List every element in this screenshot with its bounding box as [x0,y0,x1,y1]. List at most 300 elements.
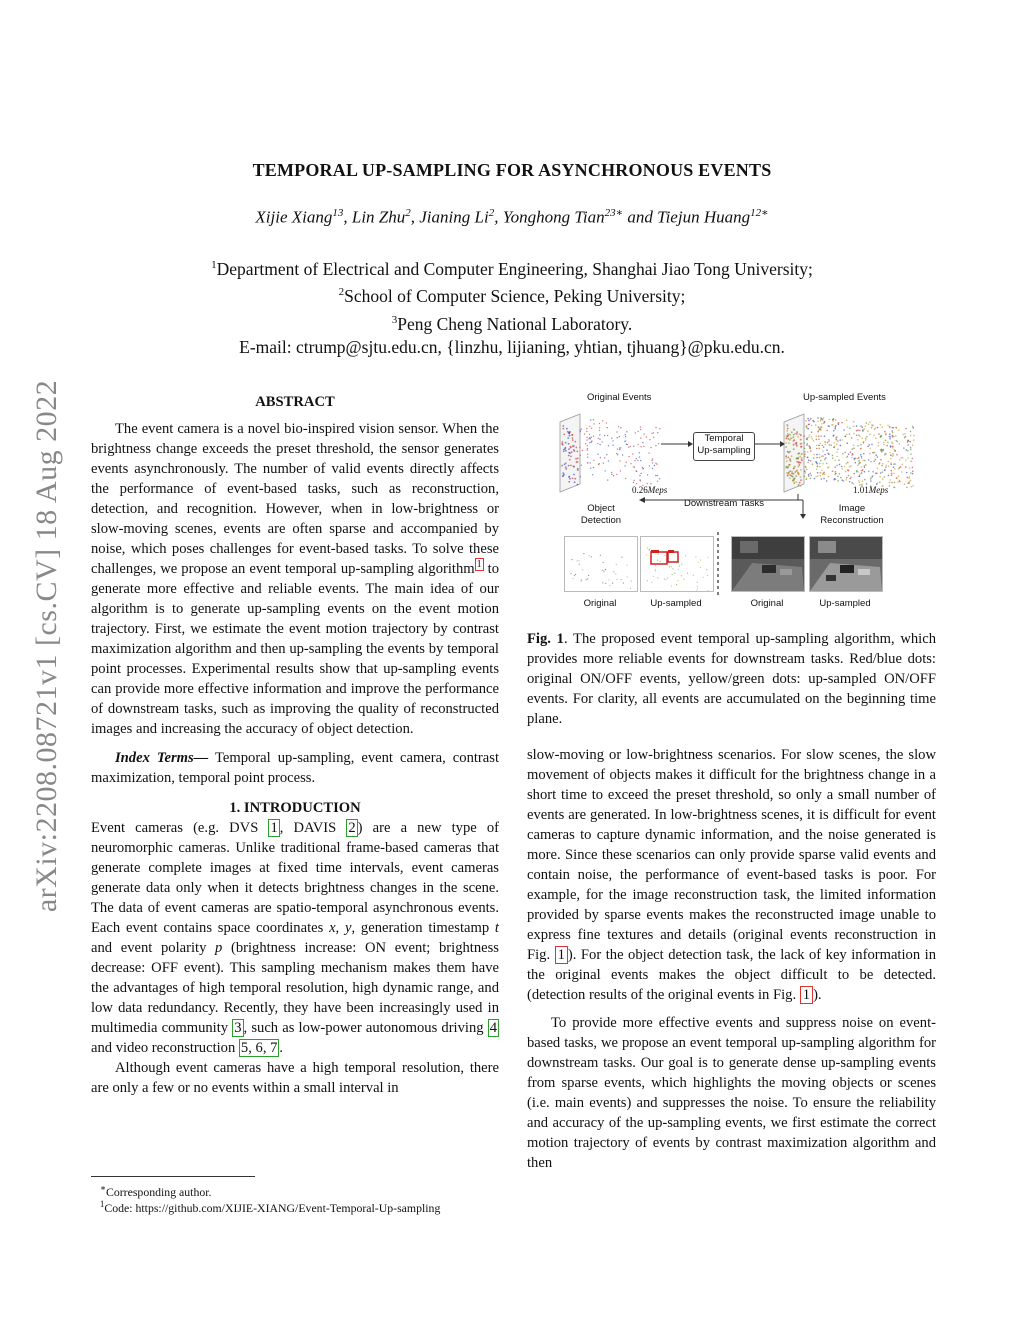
downstream-arrow-right [800,514,806,519]
event-dot [837,480,839,482]
event-dot [867,431,869,433]
event-dot [808,475,810,477]
citation-link[interactable]: 5, 6, 7 [240,1040,278,1056]
event-dot [785,442,787,444]
event-dot [894,450,896,452]
event-dot [862,460,864,462]
right-paragraph-1: slow-moving or low-brightness scenarios. For slow scenes, the slow movement of objects makes it difficult for the brightness change in a short time to exceed the preset threshold, so only a small number of events are generated. In low-brightness scenes, it is difficult for event cameras to capture dynamic information, and the noise generated is more. Since these scenarios can only provide sparse valid events and contain noise, the performance of event-based tasks is poor. For example, for the image reconstruction task, the limited information provided by sparse events makes the reconstructed image unable to express fine textures and details (original events reconstruction in Fig. 1 ). For the object detection task, the lack of key information in the original events makes the object difficult to be detected. (detection results of the original events in Fig. 1 ). [527,747,936,1003]
event-dot [665,579,666,580]
event-dot [875,472,877,474]
event-dot [813,457,815,459]
event-dot [889,426,891,428]
event-dot [640,460,641,461]
event-dot [625,434,626,435]
event-dot [853,447,855,449]
event-dot [657,560,658,561]
event-dot [621,579,622,580]
event-dot [585,443,586,444]
event-dot [626,444,627,445]
event-dot [821,456,823,458]
event-dot [877,456,879,458]
event-dot [851,457,853,459]
author-affiliation-mark: 12∗ [750,207,769,219]
event-dot [617,448,618,449]
event-dot [891,482,893,484]
event-dot [796,431,798,433]
event-dot [825,457,827,459]
event-dot [858,461,860,463]
event-dot [568,465,570,467]
event-dot [908,477,910,479]
event-dot [794,482,796,484]
event-dot [608,445,609,446]
event-dot [890,446,892,448]
event-dot [889,438,891,440]
event-dot [683,579,684,580]
event-dot [832,457,834,459]
citation-link[interactable]: 3 [234,1020,242,1036]
detection-box-1 [651,552,667,564]
upsampled-event-cloud [785,417,915,488]
event-dot [676,562,677,563]
event-dot [850,476,852,478]
event-dot [832,420,834,422]
event-dot [589,437,590,438]
event-dot [597,454,598,455]
event-dot [796,457,798,459]
event-dot [886,465,888,467]
event-dot [846,457,848,459]
event-dot [895,435,897,437]
event-dot [565,466,567,468]
event-dot [805,420,807,422]
event-dot [589,426,590,427]
event-dot [787,438,789,440]
event-dot [602,570,603,571]
event-dot [703,577,704,578]
event-dot [608,460,609,461]
event-dot [840,445,842,447]
event-dot [799,433,801,435]
event-dot [599,444,600,445]
event-dot [651,460,652,461]
event-dot [636,471,637,472]
event-dot [574,575,575,576]
event-dot [586,579,587,580]
event-dot [785,466,787,468]
event-dot [811,425,813,427]
math-inline: p [215,940,223,956]
event-dot [832,455,834,457]
event-dot [806,438,808,440]
event-dot [789,439,791,441]
event-dot [608,579,609,580]
event-dot [815,436,817,438]
event-dot [640,437,641,438]
event-dot [591,428,592,429]
reconstruction-original-image [732,537,804,591]
event-dot [789,458,791,460]
event-dot [642,467,643,468]
event-dot [657,577,658,578]
event-dot [800,479,802,481]
event-dot [793,467,795,469]
event-dot [566,428,568,430]
event-dot [785,446,787,448]
event-dot [836,439,838,441]
event-dot [898,468,900,470]
event-dot [672,574,673,575]
event-dot [634,467,635,468]
event-dot [789,474,791,476]
event-dot [574,481,576,483]
event-dot [613,571,614,572]
event-dot [819,457,821,459]
footnote-ref[interactable]: 1 [476,559,482,571]
event-dot [652,462,653,463]
event-dot [813,421,815,423]
event-dot [847,462,849,464]
event-dot [625,478,626,479]
event-dot [909,467,911,469]
event-dot [869,444,871,446]
event-dot [820,443,822,445]
event-dot [565,442,567,444]
event-dot [905,466,907,468]
event-dot [649,465,650,466]
event-dot [806,469,808,471]
event-dot [836,444,838,446]
event-dot [893,466,895,468]
event-dot [909,481,911,483]
thumb-detection-original [564,536,638,592]
event-dot [892,447,894,449]
event-dot [599,439,600,440]
intro-heading: 1. INTRODUCTION [229,800,361,816]
event-dot [839,473,841,475]
event-dot [649,550,650,551]
event-dot [658,443,659,444]
event-dot [804,448,806,450]
event-dot [912,458,914,460]
event-dot [883,444,885,446]
event-dot [821,478,823,480]
event-dot [841,422,843,424]
event-dot [822,463,824,465]
event-dot [606,454,607,455]
event-dot [580,430,581,431]
event-dot [653,576,654,577]
event-dot [896,477,898,479]
event-dot [810,419,812,421]
event-dot [880,436,882,438]
event-dot [890,454,892,456]
event-dot [874,452,876,454]
affiliation-2: $^2$School of Computer Science, Peking University; [338,286,686,307]
event-dot [860,448,862,450]
event-dot [889,436,891,438]
event-dot [697,582,698,583]
event-dot [639,475,640,476]
event-dot [633,466,634,467]
event-dot [562,428,564,430]
event-dot [573,449,575,451]
event-dot [875,438,877,440]
event-dot [809,434,811,436]
event-dot [855,462,857,464]
event-dot [575,447,577,449]
detection-original-events [565,537,637,591]
author-name: Xijie Xiang [255,207,333,227]
event-dot [877,482,879,484]
event-dot [605,569,606,570]
event-dot [875,459,877,461]
event-dot [605,470,606,471]
event-dot [572,437,574,439]
event-dot [853,444,855,446]
figure-1 [548,386,918,618]
event-dot [795,481,797,483]
event-dot [592,474,593,475]
arxiv-id: arXiv:2208.08721v1 [cs.CV] 18 Aug 2022 [30,379,63,913]
event-dot [813,440,815,442]
event-dot [569,459,571,461]
event-dot [573,465,575,467]
event-dot [891,473,893,475]
footnote-corresponding: ∗Corresponding author. [99,1183,212,1199]
event-dot [835,471,837,473]
event-dot [611,472,612,473]
event-dot [859,436,861,438]
event-dot [565,450,567,452]
event-dot [623,582,624,583]
event-dot [851,448,853,450]
event-dot [801,458,803,460]
event-dot [885,433,887,435]
event-dot [869,421,871,423]
event-dot [883,442,885,444]
event-dot [581,579,582,580]
event-dot [616,453,617,454]
event-dot [860,444,862,446]
event-dot [612,444,613,445]
event-dot [816,469,818,471]
event-dot [835,473,837,475]
event-dot [907,457,909,459]
event-dot [786,430,788,432]
event-dot [587,449,588,450]
event-dot [593,419,594,420]
event-dot [812,463,814,465]
event-dot [818,448,820,450]
event-dot [863,441,865,443]
event-dot [635,432,636,433]
event-dot [870,478,872,480]
event-dot [593,423,594,424]
event-dot [824,421,826,423]
event-dot [830,444,832,446]
event-dot [848,470,850,472]
event-dot [571,434,573,436]
event-dot [836,451,838,453]
event-dot [646,554,647,555]
event-dot [650,553,651,554]
event-dot [697,562,698,563]
event-dot [611,474,612,475]
event-dot [879,476,881,478]
event-dot [892,427,894,429]
event-dot [655,463,656,464]
event-dot [562,441,564,443]
event-dot [849,433,851,435]
event-dot [588,575,589,576]
author-affiliation-mark: 2 [405,207,411,219]
event-dot [786,457,788,459]
event-dot [706,569,707,570]
event-dot [907,444,909,446]
event-dot [864,428,866,430]
event-dot [864,471,866,473]
event-dot [562,425,564,427]
rate-original: 0.26Meps [632,485,668,495]
event-dot [847,426,849,428]
event-dot [790,437,792,439]
event-dot [815,424,817,426]
event-dot [793,448,795,450]
event-dot [890,462,892,464]
event-dot [810,475,812,477]
figure-ref-link[interactable]: 1 [800,986,813,1004]
event-dot [568,455,570,457]
event-dot [820,429,822,431]
event-dot [653,437,654,438]
event-dot [804,470,806,472]
event-dot [912,473,914,475]
event-dot [568,448,570,450]
figure-ref-link[interactable]: 1 [555,946,568,964]
event-dot [870,461,872,463]
event-dot [791,455,793,457]
event-dot [799,456,801,458]
event-dot [657,475,658,476]
event-dot [630,463,631,464]
event-dot [837,449,839,451]
event-dot [880,424,882,426]
event-dot [627,565,628,566]
event-dot [857,439,859,441]
event-dot [619,460,620,461]
rate-upsampled: 1.01Meps [853,485,889,495]
event-dot [891,474,893,476]
event-dot [833,430,835,432]
right-paragraph-2: To provide more effective events and suppress noise on event-based tasks, we propose an event temporal up-sampling algorithm for downstream tasks. Our goal is to generate dense up-sampling events from sparse events, which highlights the moving objects or scenes (i.e. main events) and suppresses the noise. To ensure the reliability and accuracy of the up-sampling events, we first estimate the correct motion trajectory of events by contrast maximization algorithm and then [527,1015,936,1171]
event-dot [912,426,914,428]
index-terms: Index Terms— Temporal up-sampling, event camera, contrast maximization, temporal point process. [91,750,499,786]
event-dot [612,583,613,584]
event-dot [795,433,797,435]
event-dot [656,464,657,465]
event-dot [788,464,790,466]
event-dot [791,472,793,474]
event-dot [616,431,617,432]
thumb-label-3: Original [750,598,784,609]
event-dot [797,436,799,438]
event-dot [892,445,894,447]
event-dot [823,417,825,419]
event-dot [901,471,903,473]
event-dot [807,418,809,420]
event-dot [676,584,677,585]
event-dot [905,449,907,451]
event-dot [808,459,810,461]
event-dot [579,447,580,448]
event-dot [912,467,914,469]
event-dot [643,433,644,434]
event-dot [905,459,907,461]
event-dot [580,455,581,456]
event-dot [637,460,638,461]
event-dot [817,472,819,474]
event-dot [562,444,564,446]
event-dot [563,474,565,476]
event-dot [857,429,859,431]
event-dot [707,590,708,591]
citation-link[interactable]: 4 [489,1020,497,1036]
event-dot [634,480,635,481]
event-dot [655,445,656,446]
citation-link[interactable]: 1 [270,820,278,836]
event-dot [639,479,640,480]
event-dot [816,462,818,464]
event-dot [816,454,818,456]
event-dot [828,466,830,468]
event-dot [856,430,858,432]
event-dot [833,418,835,420]
event-dot [593,460,594,461]
event-dot [599,423,600,424]
citation-link[interactable]: 2 [348,820,356,836]
event-dot [888,475,890,477]
event-dot [899,443,901,445]
event-dot [859,473,861,475]
thumb-reconstruction-original [731,536,805,592]
event-dot [907,477,909,479]
event-dot [864,465,866,467]
event-dot [649,439,650,440]
event-dot [893,463,895,465]
event-dot [607,427,608,428]
event-dot [824,441,826,443]
event-dot [832,424,834,426]
event-dot [625,436,626,437]
event-dot [861,466,863,468]
event-dot [787,466,789,468]
event-dot [817,475,819,477]
event-dot [858,434,860,436]
event-dot [907,440,909,442]
event-dot [851,482,853,484]
event-dot [678,562,679,563]
event-dot [788,442,790,444]
event-dot [590,419,591,420]
event-dot [823,446,825,448]
event-dot [798,461,800,463]
event-dot [808,424,810,426]
event-dot [905,436,907,438]
event-dot [816,457,818,459]
event-dot [816,448,818,450]
event-dot [580,580,581,581]
